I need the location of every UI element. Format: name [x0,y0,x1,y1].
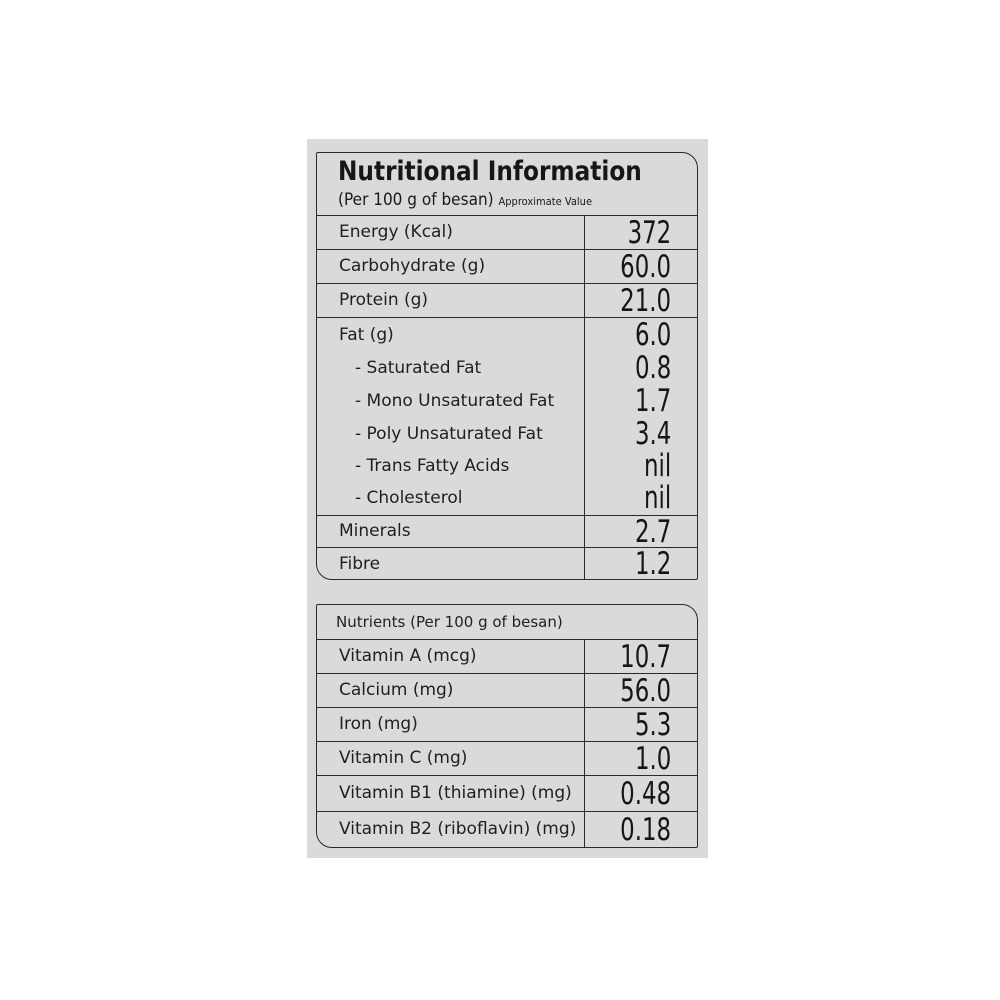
nutritional-information-table [316,152,698,580]
row-value: 372 [627,215,671,251]
nutrition-basis: (Per 100 g of besan) [338,190,494,210]
row-value: 6.0 [634,317,671,353]
row-value: 1.7 [634,383,671,419]
table-row [317,707,697,741]
row-label: - Trans Fatty Acids [355,456,510,476]
approximate-value-note: Approximate Value [498,195,593,208]
row-value: 1.0 [634,741,671,777]
row-label: Energy (Kcal) [339,222,453,242]
nutrients-table [316,604,698,848]
row-label: Calcium (mg) [339,680,454,700]
row-value: 60.0 [620,249,671,285]
row-value: 3.4 [634,416,671,452]
row-value: nil [643,448,671,484]
row-value: 10.7 [620,639,671,675]
table-row [317,514,697,550]
nutrition-panel [307,139,708,858]
row-label: - Mono Unsaturated Fat [355,391,555,411]
nutrition-title: Nutritional Information [338,156,642,187]
row-value: 0.18 [620,812,671,848]
row-value: nil [643,480,671,516]
table-row [317,215,697,249]
row-label: Fat (g) [339,325,394,345]
row-value: 21.0 [620,283,671,319]
table-row [317,775,697,811]
row-value: 5.3 [634,707,671,743]
table-row [317,811,697,847]
nutrients-header: Nutrients (Per 100 g of besan) [336,613,563,631]
row-label: Minerals [339,521,411,541]
nutrients-header-row [317,605,697,639]
table-row [317,639,697,673]
row-label: Vitamin A (mcg) [339,646,477,666]
fat-group [317,317,697,515]
row-value: 1.2 [634,546,671,582]
table-row [317,249,697,283]
row-label: - Cholesterol [355,488,463,508]
row-label: Iron (mg) [339,714,418,734]
row-label: - Saturated Fat [355,358,482,378]
row-value: 56.0 [620,673,671,709]
row-label: Fibre [339,554,381,574]
row-value: 0.8 [634,350,671,386]
row-label: Vitamin C (mg) [339,748,468,768]
row-value: 0.48 [620,776,671,812]
row-label: Vitamin B1 (thiamine) (mg) [339,783,572,803]
row-label: Carbohydrate (g) [339,256,486,276]
table-row [317,673,697,707]
row-label: Vitamin B2 (riboflavin) (mg) [339,819,577,839]
row-label: Protein (g) [339,290,429,310]
table-row [317,741,697,775]
table-row [317,283,697,317]
row-label: - Poly Unsaturated Fat [355,424,543,444]
table-row [317,546,697,582]
nutrition-subtitle [338,190,592,210]
row-value: 2.7 [634,514,671,550]
